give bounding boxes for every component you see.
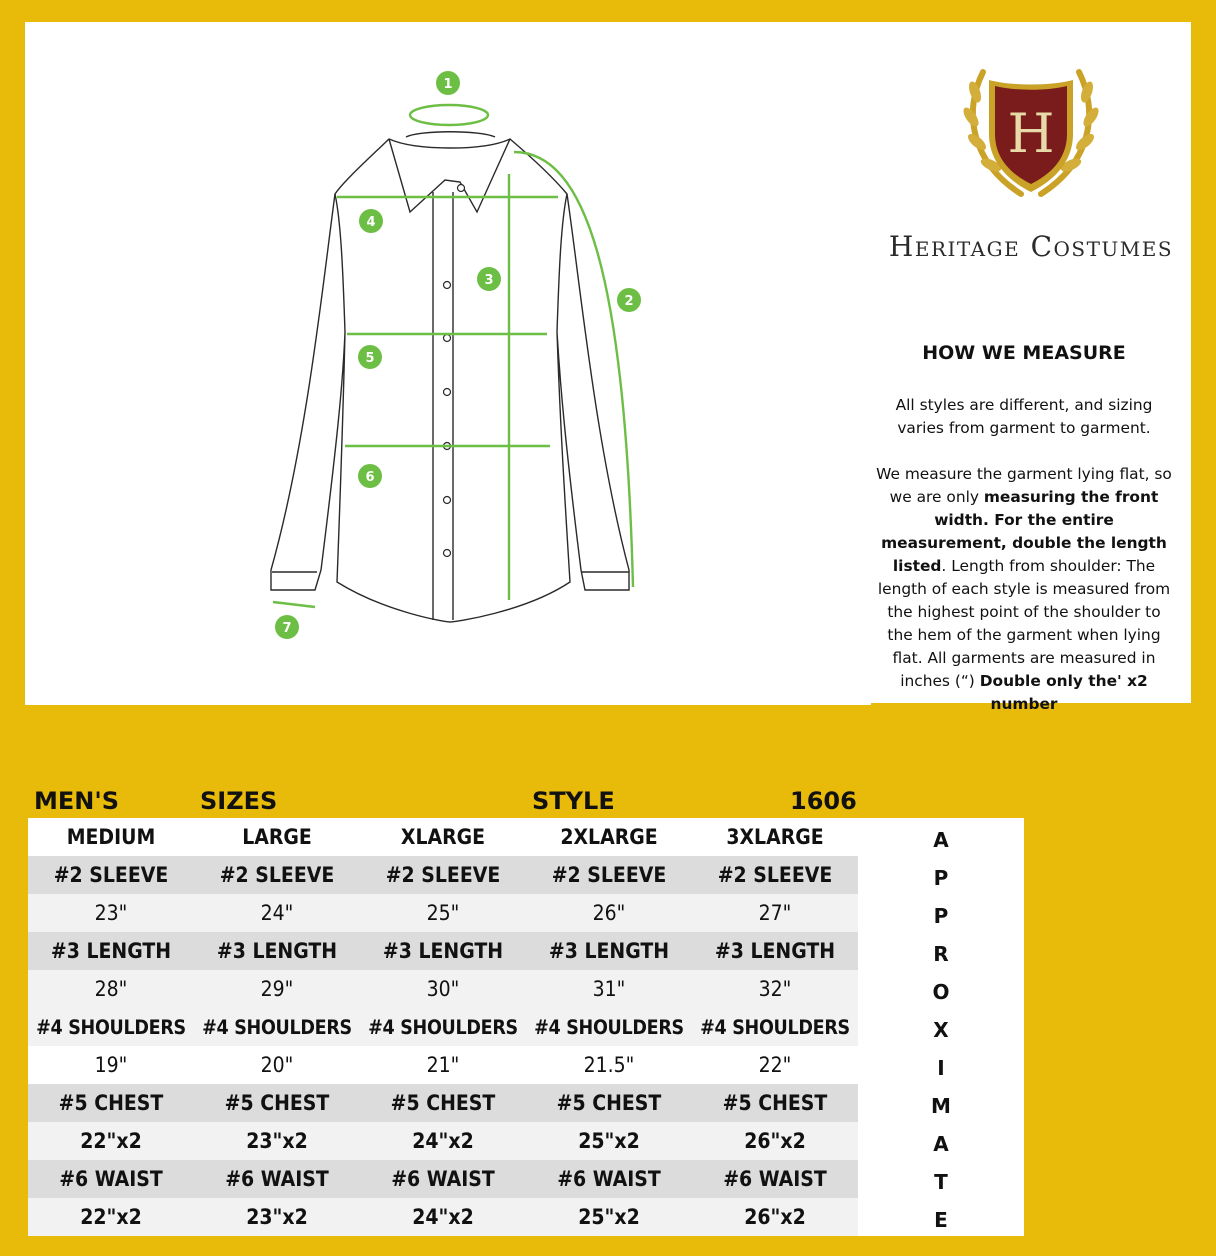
- approximate-letter: E: [934, 1208, 948, 1232]
- approximate-letter: P: [933, 866, 949, 890]
- marker-3: 3: [484, 273, 494, 288]
- brand-crest-logo: [871, 22, 1191, 222]
- table-cell: #5 CHEST: [692, 1084, 858, 1122]
- approximate-letter: P: [933, 904, 949, 928]
- table-cell: #6 WAIST: [692, 1160, 858, 1198]
- info-paragraph-1: All styles are different, and sizing varies from garment to garment.: [895, 396, 1153, 437]
- how-we-measure-text: [873, 394, 1175, 739]
- table-row: [28, 1046, 858, 1084]
- table-row: [28, 1008, 858, 1046]
- how-we-measure-title: HOW WE MEASURE: [922, 342, 1126, 364]
- table-cell: 23": [28, 894, 194, 932]
- table-cell: #4 SHOULDERS: [360, 1008, 526, 1046]
- table-cell: 2XLARGE: [526, 818, 692, 856]
- approximate-letter: O: [932, 980, 950, 1004]
- info-bold-part: measuring the front width. For the entire measurement, double the length listed: [881, 488, 1167, 575]
- table-cell: 25"x2: [526, 1198, 692, 1236]
- approximate-letter: X: [933, 1018, 949, 1042]
- crest-letter: H: [1007, 102, 1055, 165]
- table-row: [28, 970, 858, 1008]
- table-cell: #3 LENGTH: [692, 932, 858, 970]
- table-cell: LARGE: [194, 818, 360, 856]
- table-cell: XLARGE: [360, 818, 526, 856]
- table-cell: 20": [194, 1046, 360, 1084]
- table-cell: 31": [526, 970, 692, 1008]
- table-cell: #6 WAIST: [28, 1160, 194, 1198]
- marker-5: 5: [365, 351, 375, 366]
- table-cell: #3 LENGTH: [28, 932, 194, 970]
- size-chart-body: [28, 818, 858, 1236]
- approximate-letter: A: [933, 828, 949, 852]
- marker-4: 4: [366, 215, 376, 230]
- approximate-letter: M: [931, 1094, 951, 1118]
- chart-header-style-number: 1606: [790, 787, 857, 815]
- table-cell: 27": [692, 894, 858, 932]
- table-row: [28, 1084, 858, 1122]
- table-cell: #2 SLEEVE: [692, 856, 858, 894]
- table-cell: 3XLARGE: [692, 818, 858, 856]
- size-chart-table: [28, 818, 858, 1236]
- table-cell: 22"x2: [28, 1122, 194, 1160]
- table-cell: #2 SLEEVE: [360, 856, 526, 894]
- approximate-letter: A: [933, 1132, 949, 1156]
- table-cell: #3 LENGTH: [194, 932, 360, 970]
- table-cell: #5 CHEST: [194, 1084, 360, 1122]
- chart-header-mens: MEN'S: [34, 787, 119, 815]
- table-cell: 26"x2: [692, 1198, 858, 1236]
- table-cell: #3 LENGTH: [526, 932, 692, 970]
- info-panel: [871, 22, 1191, 713]
- table-cell: #4 SHOULDERS: [526, 1008, 692, 1046]
- table-row: [28, 818, 858, 856]
- approximate-letter: T: [934, 1170, 948, 1194]
- table-cell: #2 SLEEVE: [28, 856, 194, 894]
- marker-7: 7: [282, 621, 292, 636]
- table-cell: 21.5": [526, 1046, 692, 1084]
- brand-name: Heritage Costumes: [888, 230, 1174, 263]
- table-cell: #4 SHOULDERS: [194, 1008, 360, 1046]
- table-cell: 23"x2: [194, 1122, 360, 1160]
- table-cell: #3 LENGTH: [360, 932, 526, 970]
- chart-header-style: STYLE: [532, 787, 615, 815]
- info-paragraph-2: [873, 463, 1175, 716]
- info-text-part: We measure the garment lying flat, so we are only: [876, 465, 1172, 506]
- table-row: [28, 894, 858, 932]
- info-text-part: . Length from shoulder: The length of each style is measured from the highest point of the shoulder to the hem of the garment when lying flat. All garments are measured in inches (“): [877, 557, 1171, 690]
- table-cell: MEDIUM: [28, 818, 194, 856]
- table-cell: 22"x2: [28, 1198, 194, 1236]
- table-cell: 24": [194, 894, 360, 932]
- table-cell: #2 SLEEVE: [526, 856, 692, 894]
- table-cell: 23"x2: [194, 1198, 360, 1236]
- table-cell: #6 WAIST: [526, 1160, 692, 1198]
- table-cell: 32": [692, 970, 858, 1008]
- marker-6: 6: [365, 470, 375, 485]
- table-cell: 19": [28, 1046, 194, 1084]
- approximate-letter: I: [937, 1056, 945, 1080]
- marker-2: 2: [624, 294, 634, 309]
- table-cell: 30": [360, 970, 526, 1008]
- table-row: [28, 1198, 858, 1236]
- table-cell: 21": [360, 1046, 526, 1084]
- table-cell: #6 WAIST: [360, 1160, 526, 1198]
- chart-header-sizes: SIZES: [200, 787, 278, 815]
- table-row: [28, 1160, 858, 1198]
- approximate-column: [858, 818, 1024, 1236]
- table-cell: #6 WAIST: [194, 1160, 360, 1198]
- table-row: [28, 856, 858, 894]
- table-cell: 28": [28, 970, 194, 1008]
- table-cell: 24"x2: [360, 1122, 526, 1160]
- table-cell: 24"x2: [360, 1198, 526, 1236]
- table-cell: 26": [526, 894, 692, 932]
- table-row: [28, 1122, 858, 1160]
- table-cell: 25": [360, 894, 526, 932]
- table-cell: 25"x2: [526, 1122, 692, 1160]
- table-cell: #5 CHEST: [526, 1084, 692, 1122]
- table-cell: #2 SLEEVE: [194, 856, 360, 894]
- table-cell: 29": [194, 970, 360, 1008]
- table-cell: #5 CHEST: [360, 1084, 526, 1122]
- table-cell: 26"x2: [692, 1122, 858, 1160]
- table-cell: #4 SHOULDERS: [692, 1008, 858, 1046]
- shirt-diagram-panel: [25, 22, 871, 705]
- shirt-diagram: [25, 22, 871, 705]
- info-bold-part: Double only the' x2 number: [979, 672, 1148, 713]
- marker-1: 1: [443, 77, 453, 92]
- table-cell: 22": [692, 1046, 858, 1084]
- table-cell: #4 SHOULDERS: [28, 1008, 194, 1046]
- approximate-letter: R: [933, 942, 949, 966]
- table-cell: #5 CHEST: [28, 1084, 194, 1122]
- table-row: [28, 932, 858, 970]
